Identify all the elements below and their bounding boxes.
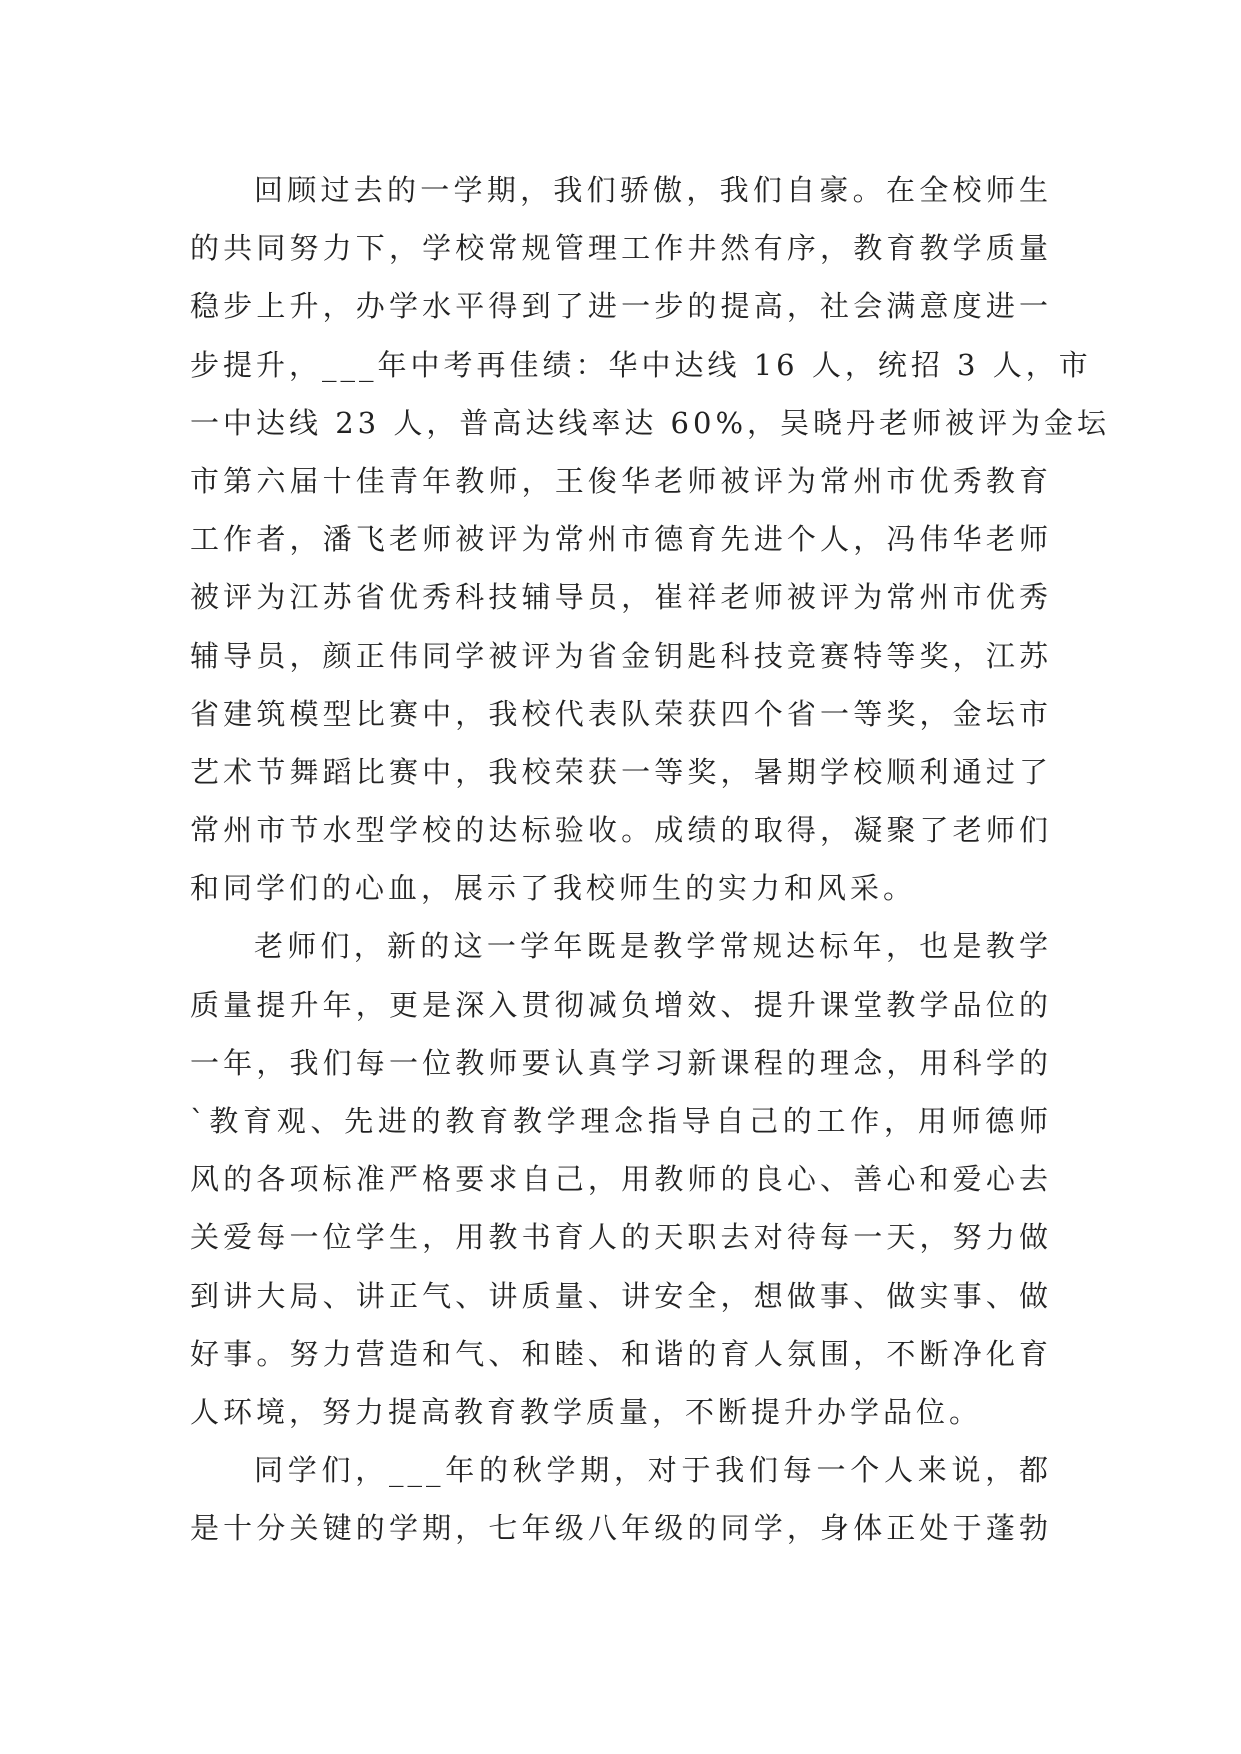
paragraph-line: 好事。努力营造和气、和睦、和谐的育人氛围，不断净化育 — [190, 1336, 1052, 1371]
paragraph-line: 人环境，努力提高教育教学质量，不断提升办学品位。 — [190, 1394, 983, 1429]
paragraph-line: 风的各项标准严格要求自己，用教师的良心、善心和爱心去 — [190, 1162, 1052, 1197]
paragraph-line: `教育观、先进的教育教学理念指导自己的工作，用师德师 — [190, 1104, 1052, 1138]
paragraph-line: 和同学们的心血，展示了我校师生的实力和风采。 — [190, 871, 917, 906]
paragraph-line: 步提升，___年中考再佳绩：华中达线 16 人，统招 3 人，市 — [190, 347, 1092, 382]
paragraph-2 — [190, 917, 1052, 1441]
paragraph-line: 工作者，潘飞老师被评为常州市德育先进个人，冯伟华老师 — [190, 522, 1052, 557]
paragraph-3 — [190, 1441, 1052, 1557]
paragraph-line: 质量提升年，更是深入贯彻减负增效、提升课堂教学品位的 — [190, 987, 1052, 1022]
paragraph-line: 一中达线 23 人，普高达线率达 60%，吴晓丹老师被评为金坛 — [190, 405, 1111, 440]
paragraph-line: 到讲大局、讲正气、讲质量、讲安全，想做事、做实事、做 — [190, 1278, 1052, 1313]
paragraph-line: 老师们，新的这一学年既是教学常规达标年，也是教学 — [254, 929, 1052, 964]
paragraph-line: 是十分关键的学期，七年级八年级的同学，身体正处于蓬勃 — [190, 1511, 1052, 1546]
paragraph-line: 省建筑模型比赛中，我校代表队荣获四个省一等奖，金坛市 — [190, 696, 1052, 731]
paragraph-line: 辅导员，颜正伟同学被评为省金钥匙科技竞赛特等奖，江苏 — [190, 638, 1052, 673]
paragraph-line: 市第六届十佳青年教师，王俊华老师被评为常州市优秀教育 — [190, 463, 1052, 498]
paragraph-line: 回顾过去的一学期，我们骄傲，我们自豪。在全校师生 — [254, 173, 1052, 207]
paragraph-line: 一年，我们每一位教师要认真学习新课程的理念，用科学的 — [190, 1045, 1052, 1080]
paragraph-line: 关爱每一位学生，用教书育人的天职去对待每一天，努力做 — [190, 1220, 1052, 1255]
paragraph-line: 常州市节水型学校的达标验收。成绩的取得，凝聚了老师们 — [190, 813, 1052, 848]
paragraph-line: 被评为江苏省优秀科技辅导员，崔祥老师被评为常州市优秀 — [190, 580, 1052, 615]
document-body — [190, 161, 1111, 1558]
paragraph-1 — [190, 161, 1111, 917]
paragraph-line: 稳步上升，办学水平得到了进一步的提高，社会满意度进一 — [190, 289, 1052, 324]
paragraph-line: 艺术节舞蹈比赛中，我校荣获一等奖，暑期学校顺利通过了 — [190, 754, 1052, 789]
paragraph-line: 的共同努力下，学校常规管理工作井然有序，教育教学质量 — [190, 231, 1052, 266]
paragraph-line: 同学们，___年的秋学期，对于我们每一个人来说，都 — [254, 1453, 1052, 1488]
